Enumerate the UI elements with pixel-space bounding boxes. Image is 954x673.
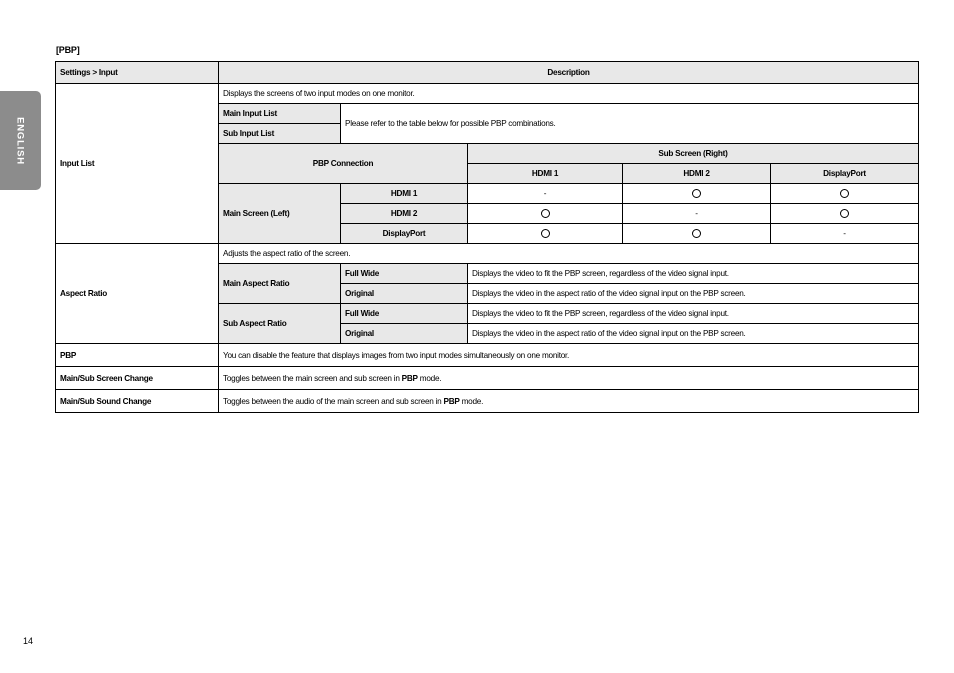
aspect-ratio-intro: Adjusts the aspect ratio of the screen. — [219, 244, 919, 264]
supported-circle-cell — [771, 184, 919, 204]
main-full-wide-label: Full Wide — [341, 264, 468, 284]
table-row — [56, 344, 919, 367]
column-header-hdmi1: HDMI 1 — [468, 164, 623, 184]
column-header-hdmi2: HDMI 2 — [623, 164, 771, 184]
supported-circle-icon — [840, 209, 849, 218]
screen-change-desc-text: Toggles between the main screen and sub screen in — [223, 373, 402, 383]
sound-change-desc-text: Toggles between the audio of the main screen and sub screen in — [223, 396, 444, 406]
main-original-label: Original — [341, 284, 468, 304]
page-number: 14 — [23, 636, 34, 646]
input-list-label: Input List — [56, 84, 219, 244]
sound-change-label: Main/Sub Sound Change — [56, 390, 219, 413]
table-row — [56, 84, 919, 104]
supported-circle-icon — [541, 229, 550, 238]
sound-change-desc-bold: PBP — [443, 396, 460, 406]
main-aspect-ratio-label: Main Aspect Ratio — [219, 264, 341, 304]
header-description: Description — [219, 62, 919, 84]
settings-table — [55, 61, 919, 413]
input-list-intro: Displays the screens of two input modes on one monitor. — [219, 84, 919, 104]
sub-input-list-label: Sub Input List — [219, 124, 341, 144]
pbp-desc: You can disable the feature that displays images from two input modes simultaneously on one monitor. — [219, 344, 919, 367]
sub-screen-header: Sub Screen (Right) — [468, 144, 919, 164]
main-input-list-label: Main Input List — [219, 104, 341, 124]
unsupported-dash-cell: - — [468, 184, 623, 204]
supported-circle-icon — [840, 189, 849, 198]
table-row — [56, 390, 919, 413]
supported-circle-cell — [623, 224, 771, 244]
sub-aspect-ratio-label: Sub Aspect Ratio — [219, 304, 341, 344]
supported-circle-cell — [771, 204, 919, 224]
row-header-displayport: DisplayPort — [341, 224, 468, 244]
sub-full-wide-desc: Displays the video to fit the PBP screen, regardless of the video signal input. — [468, 304, 919, 324]
pbp-combination-note: Please refer to the table below for possible PBP combinations. — [341, 104, 919, 144]
supported-circle-icon — [541, 209, 550, 218]
pbp-label: PBP — [56, 344, 219, 367]
main-original-desc: Displays the video in the aspect ratio of the video signal input on the PBP screen. — [468, 284, 919, 304]
screen-change-desc-bold: PBP — [401, 373, 418, 383]
aspect-ratio-label: Aspect Ratio — [56, 244, 219, 344]
table-header-row — [56, 62, 919, 84]
column-header-displayport: DisplayPort — [771, 164, 919, 184]
sub-original-label: Original — [341, 324, 468, 344]
unsupported-dash-cell: - — [623, 204, 771, 224]
supported-circle-icon — [692, 189, 701, 198]
sound-change-desc-end: mode. — [459, 396, 484, 406]
supported-circle-cell — [468, 204, 623, 224]
main-screen-header: Main Screen (Left) — [219, 184, 341, 244]
table-row — [56, 244, 919, 264]
pbp-connection-header: PBP Connection — [219, 144, 468, 184]
language-tab-label: ENGLISH — [14, 117, 26, 165]
screen-change-desc-end: mode. — [417, 373, 442, 383]
supported-circle-cell — [468, 224, 623, 244]
row-header-hdmi2: HDMI 2 — [341, 204, 468, 224]
row-header-hdmi1: HDMI 1 — [341, 184, 468, 204]
sound-change-desc — [219, 390, 919, 413]
header-settings: Settings > Input — [56, 62, 219, 84]
sub-full-wide-label: Full Wide — [341, 304, 468, 324]
supported-circle-cell — [623, 184, 771, 204]
section-label: [PBP] — [56, 45, 80, 55]
unsupported-dash-cell: - — [771, 224, 919, 244]
screen-change-desc — [219, 367, 919, 390]
language-tab[interactable] — [0, 91, 41, 190]
supported-circle-icon — [692, 229, 701, 238]
sub-original-desc: Displays the video in the aspect ratio of the video signal input on the PBP screen. — [468, 324, 919, 344]
main-full-wide-desc: Displays the video to fit the PBP screen, regardless of the video signal input. — [468, 264, 919, 284]
table-row — [56, 367, 919, 390]
screen-change-label: Main/Sub Screen Change — [56, 367, 219, 390]
